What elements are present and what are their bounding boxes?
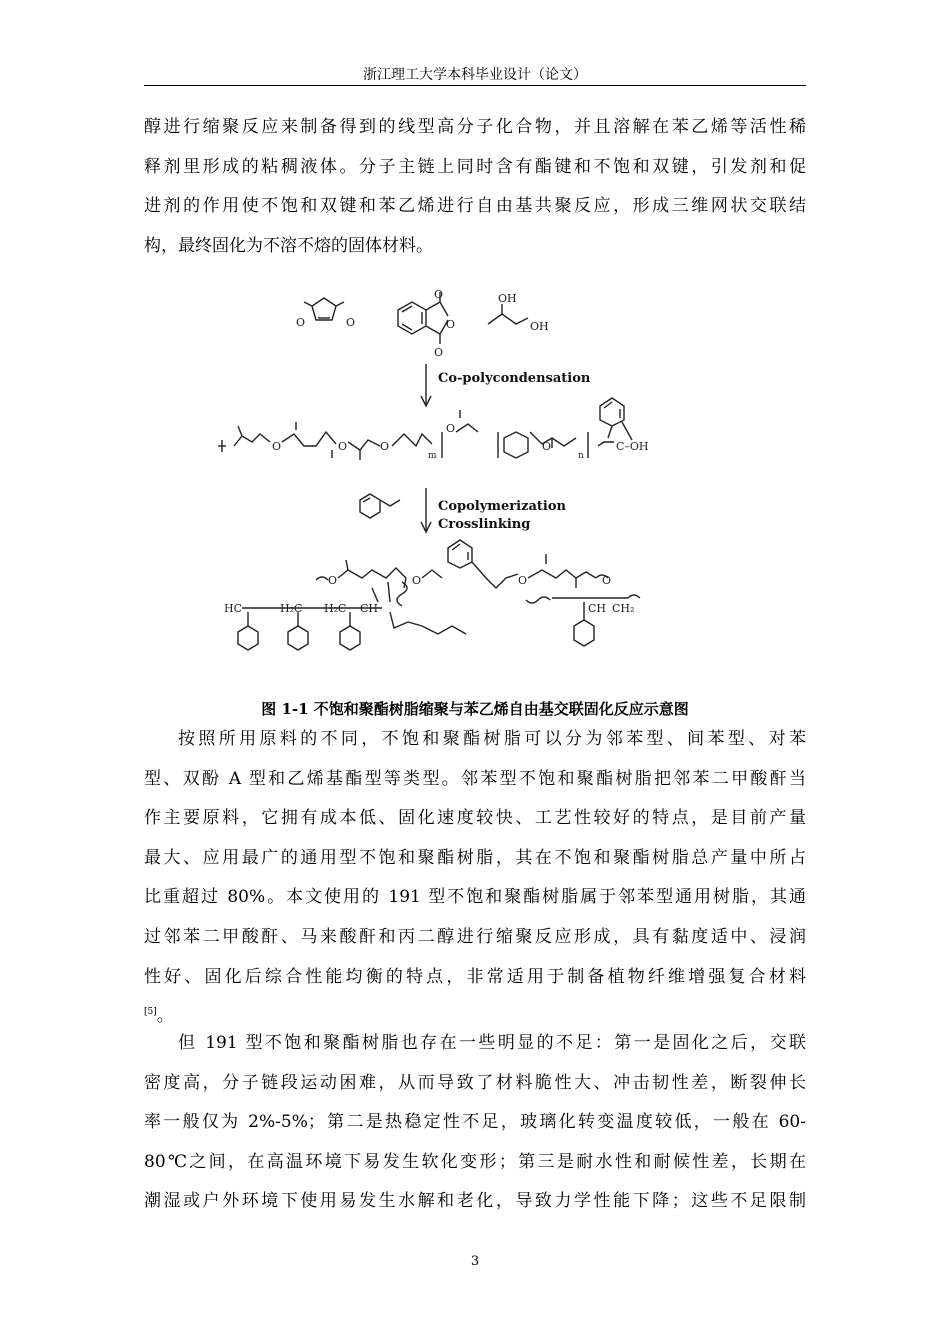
- network-o-label: O: [328, 574, 338, 587]
- text-line: 醇进行缩聚反应来制备得到的线型高分子化合物，并且溶解在苯乙烯等活性稀: [144, 117, 806, 137]
- text-line: 型、双酚 A 型和乙烯基酯型等类型。邻苯型不饱和聚酯树脂把邻苯二甲酸酐当: [144, 768, 806, 789]
- text-line: 80℃之间，在高温环境下易发生软化变形；第三是耐水性和耐候性差，长期在: [144, 1151, 806, 1172]
- text-line: 释剂里形成的粘稠液体。分子主链上同时含有酯键和不饱和双键，引发剂和促: [144, 156, 806, 177]
- chain-o-label: O: [380, 440, 390, 453]
- paragraph-1: [144, 108, 806, 266]
- figure-caption: 图 1-1 不饱和聚酯树脂缩聚与苯乙烯自由基交联固化反应示意图: [261, 700, 689, 718]
- maleic-anhydride-structure: [304, 298, 344, 320]
- hydroxyl-label: OH: [498, 292, 517, 305]
- text-line: 作主要原料，它拥有成本低、固化速度较快、工艺性较好的特点，是目前产量: [144, 808, 806, 829]
- ring-o-label: O: [446, 318, 456, 331]
- carbonyl-o-label: O: [434, 346, 444, 359]
- text-line: 按照所用原料的不同，不饱和聚酯树脂可以分为邻苯型、间苯型、对苯: [178, 729, 806, 749]
- step2-label-b: Crosslinking: [438, 517, 531, 532]
- text-line: 过邻苯二甲酸酐、马来酸酐和丙二醇进行缩聚反应形成，具有黏度适中、浸润: [144, 926, 806, 947]
- chain-o-label: O: [272, 440, 282, 453]
- backbone-h2c-label: H₂C: [324, 602, 347, 615]
- backbone-ch-label: CH: [588, 602, 607, 615]
- crosslinked-network-structure: [238, 540, 640, 650]
- paragraph-2: [144, 720, 806, 1037]
- paragraph-3: [144, 1024, 806, 1222]
- page-header: 浙江理工大学本科毕业设计（论文）: [363, 67, 587, 83]
- page-number: 3: [470, 1254, 480, 1269]
- carbonyl-o-label: O: [346, 316, 356, 329]
- text-line: 最大、应用最广的通用型不饱和聚酯树脂，其在不饱和聚酯树脂总产量中所占: [144, 847, 806, 868]
- text-line: 性好、固化后综合性能均衡的特点，非常适用于制备植物纤维增强复合材料: [144, 966, 806, 987]
- styrene-structure: [360, 494, 400, 518]
- step1-label: Co-polycondensation: [438, 371, 591, 386]
- repeat-n-label: n: [578, 451, 584, 461]
- network-o-label: O: [518, 574, 528, 587]
- citation-ref: [5]: [144, 1007, 157, 1018]
- repeat-m-label: m: [428, 451, 437, 461]
- text-line: 但 191 型不饱和聚酯树脂也存在一些明显的不足：第一是固化之后，交联: [178, 1033, 806, 1053]
- text-line: 进剂的作用使不饱和双键和苯乙烯进行自由基共聚反应，形成三维网状交联结: [144, 196, 806, 217]
- backbone-hc-label: HC: [224, 602, 243, 615]
- chain-o-label: O: [338, 440, 348, 453]
- network-o-label: O: [602, 574, 612, 587]
- chain-o-label: O: [542, 440, 552, 453]
- propylene-glycol-structure: [488, 304, 528, 324]
- backbone-ch2-label: CH₂: [612, 602, 635, 615]
- acid-end-label: C–OH: [616, 440, 649, 453]
- text-line: 率一般仅为 2%-5%；第二是热稳定性不足，玻璃化转变温度较低，一般在 60-: [144, 1112, 806, 1133]
- sentence-end: 。: [156, 1006, 174, 1027]
- header-rule: [144, 85, 806, 86]
- backbone-h2c-label: H₂C: [280, 602, 303, 615]
- text-line: 构，最终固化为不溶不熔的固体材料。: [144, 235, 433, 256]
- chain-o-label: O: [446, 422, 456, 435]
- text-line: 密度高，分子链段运动困难，从而导致了材料脆性大、冲击韧性差，断裂伸长: [144, 1072, 806, 1093]
- carbonyl-o-label: O: [296, 316, 306, 329]
- text-line: 比重超过 80%。本文使用的 191 型不饱和聚酯树脂属于邻苯型通用树脂，其通: [144, 887, 806, 908]
- carbonyl-o-label: O: [434, 288, 444, 301]
- hydroxyl-label: OH: [530, 320, 549, 333]
- text-line: 潮湿或户外环境下使用易发生水解和老化，导致力学性能下降；这些不足限制: [144, 1191, 806, 1212]
- network-o-label: O: [412, 574, 422, 587]
- reaction-scheme-figure: [212, 282, 682, 680]
- backbone-ch-label: CH: [360, 602, 379, 615]
- step2-label-a: Copolymerization: [438, 499, 566, 514]
